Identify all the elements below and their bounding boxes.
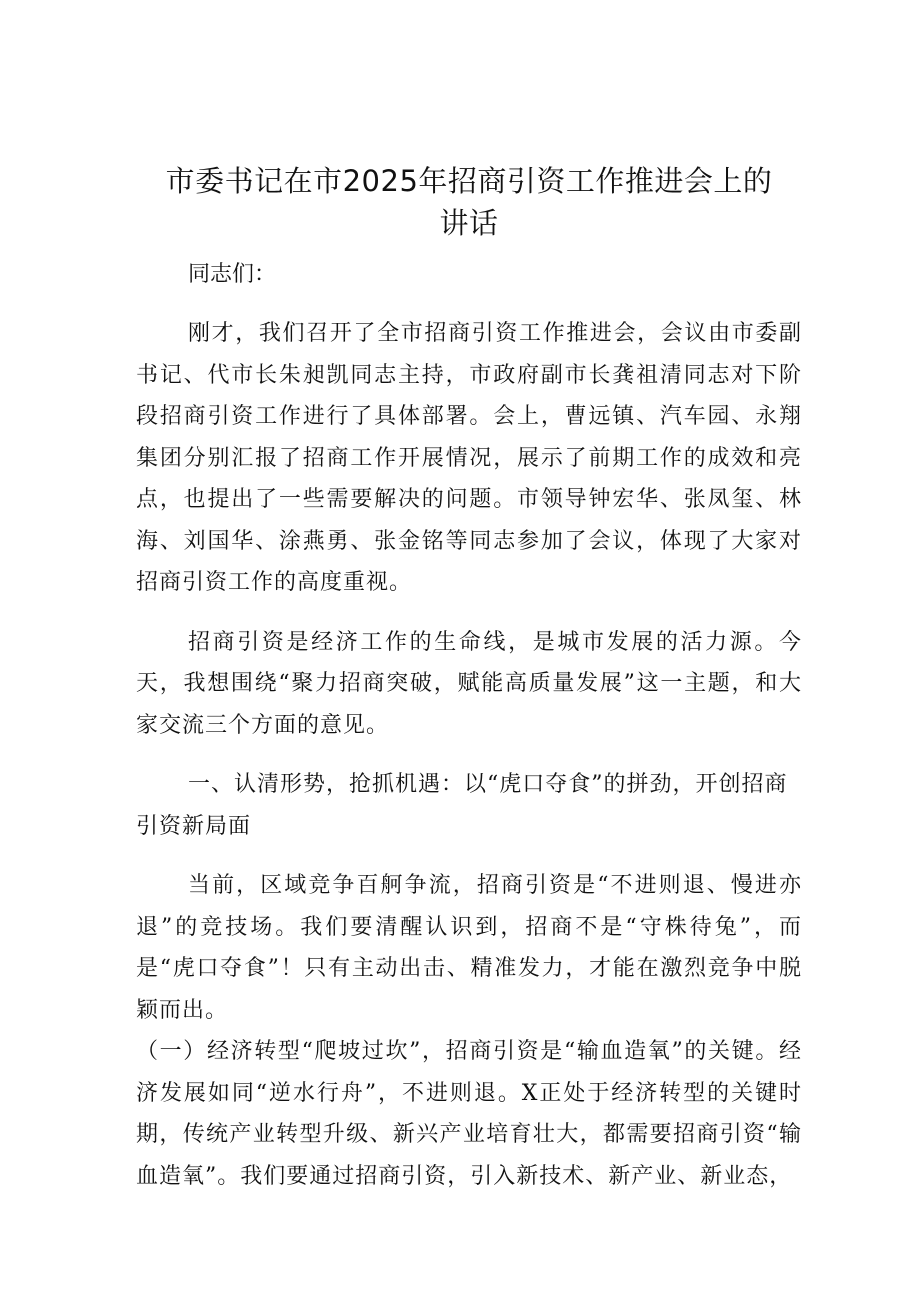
- section-heading-1: 一、认清形势，抢抓机遇：以“虎口夺食”的拼劲，开创招商引资新局面: [136, 772, 788, 839]
- salutation: 同志们：: [188, 262, 277, 287]
- document-body: [136, 255, 802, 1197]
- paragraph-subsection-1: （一）经济转型“爬坡过坎”，招商引资是“输血造氧”的关键。经济发展如同“逆水行舟”，不进则退。X正处于经济转型的关键时期，传统产业转型升级、新兴产业培育壮大，都需要招商引资“输血造氧”。我们要通过招商引资，引入新技术、新产业、新业态，: [136, 1039, 802, 1189]
- title-line-2: 讲话: [439, 206, 499, 240]
- paragraph-theme: 招商引资是经济工作的生命线，是城市发展的活力源。今天，我想围绕“聚力招商突破，赋能高质量发展”这一主题，和大家交流三个方面的意见。: [136, 629, 802, 738]
- paragraph-opening: 刚才，我们召开了全市招商引资工作推进会，会议由市委副书记、代市长朱昶凯同志主持，市政府副市长龚祖清同志对下阶段招商引资工作进行了具体部署。会上，曹远镇、汽车园、永翔集团分别汇报了招商工作开展情况，展示了前期工作的成效和亮点，也提出了一些需要解决的问题。市领导钟宏华、张凤玺、林海、刘国华、涂燕勇、张金铭等同志参加了会议，体现了大家对招商引资工作的高度重视。: [136, 321, 802, 595]
- title-line-1: 市委书记在市2025年招商引资工作推进会上的: [165, 164, 773, 198]
- document-title: [136, 160, 802, 244]
- paragraph-situation: 当前，区域竞争百舸争流，招商引资是“不进则退、慢进亦退”的竞技场。我们要清醒认识到，招商不是“守株待兔”，而是“虎口夺食”！只有主动出击、精准发力，才能在激烈竞争中脱颖而出。: [136, 873, 802, 1023]
